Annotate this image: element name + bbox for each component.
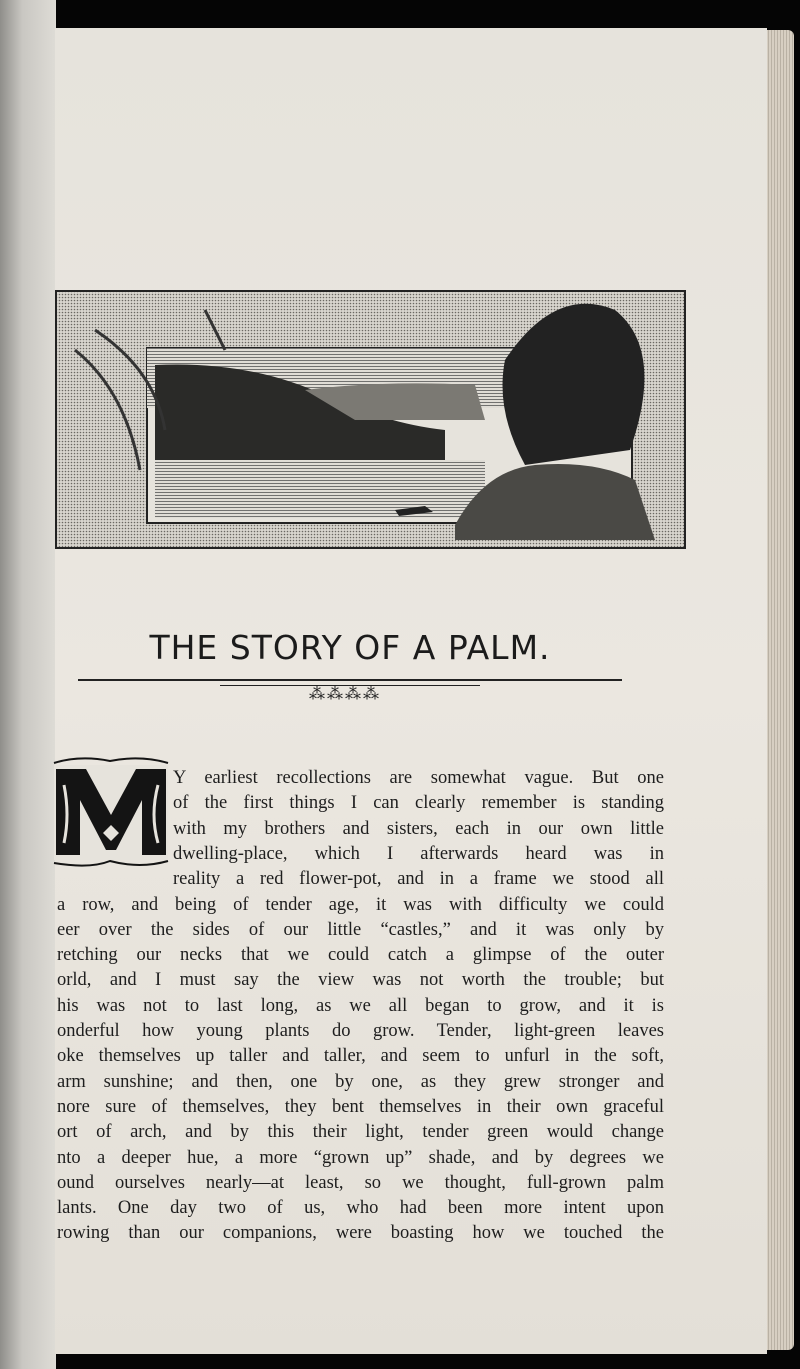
body-text-line: Y earliest recollections are somewhat vague. But one — [173, 768, 664, 788]
body-text-line: onderful how young plants do grow. Tender, light-green leaves — [57, 1021, 664, 1041]
body-text-line: with my brothers and sisters, each in our own little — [173, 818, 664, 839]
body-text-line: arm sunshine; and then, one by one, as they grew stronger and — [57, 1071, 664, 1092]
landscape-illustration — [55, 290, 686, 549]
drop-cap-m — [50, 755, 172, 870]
body-text-line: oke themselves up taller and taller, and seem to unfurl in the soft, — [57, 1046, 664, 1067]
body-text-line: orld, and I must say the view was not worth the trouble; but — [57, 970, 664, 991]
body-text-line: of the first things I can clearly remember is standing — [173, 793, 664, 814]
body-text-line: rowing than our companions, were boasting how we touched the — [57, 1223, 664, 1244]
body-text-line: ort of arch, and by this their light, tender green would change — [57, 1122, 664, 1143]
body-text-line: reality a red flower-pot, and in a frame we stood all — [173, 869, 664, 890]
facing-page-edge — [0, 0, 56, 1369]
body-text-line: dwelling-place, which I afterwards heard was in — [173, 843, 664, 864]
body-text-line: a row, and being of tender age, it was with difficulty we could — [57, 894, 664, 915]
fleuron-ornament: ⁂⁂⁂⁂ — [309, 686, 381, 703]
body-text-line: ound ourselves nearly—at least, so we thought, full-grown palm — [57, 1172, 664, 1193]
title-rule-long — [78, 679, 622, 681]
body-text-line: retching our necks that we could catch a glimpse of the outer — [57, 945, 664, 966]
body-text-line: nto a deeper hue, a more “grown up” shade, and by degrees we — [57, 1147, 664, 1168]
body-text-line: nore sure of themselves, they bent themselves in their own graceful — [57, 1096, 664, 1117]
body-text-line: his was not to last long, as we all began to grow, and it is — [57, 995, 664, 1016]
chapter-title: THE STORY OF A PALM. — [149, 628, 551, 667]
body-text-line: lants. One day two of us, who had been more intent upon — [57, 1198, 664, 1219]
body-text-line: eer over the sides of our little “castles,” and it was only by — [57, 919, 664, 940]
